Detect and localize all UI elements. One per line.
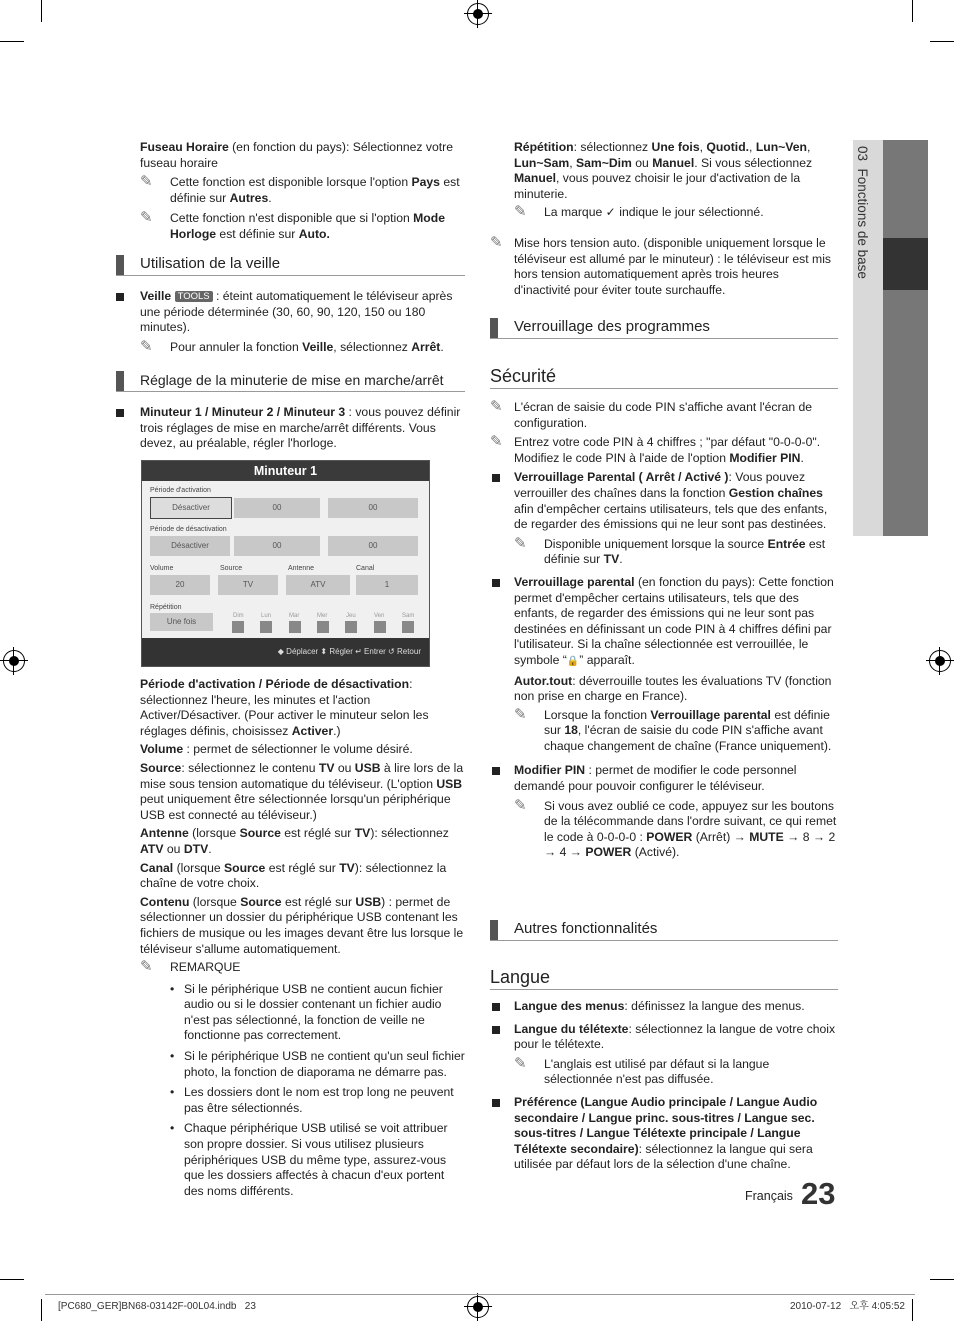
activation-hour-field[interactable]: 00 — [234, 498, 320, 518]
remark-item: • Chaque périphérique USB utilisé se voit attribuer son propre dossier. Si vous utilisez plusieurs périphériques USB du même type, assurez-vous que les dossiers affectés à chacun d'eux portent des noms différents. — [170, 1121, 448, 1198]
note: ✎ Entrez votre code PIN à 4 chiffres ; "par défaut "0-0-0-0". Modifiez le code PIN à l'aide de l'option Modifier PIN. — [490, 433, 821, 465]
note: ✎ REMARQUE — [140, 958, 241, 976]
registration-mark-icon — [467, 1296, 489, 1318]
activation-action-field[interactable]: Désactiver — [150, 497, 232, 519]
osd-title: Minuteur 1 — [142, 461, 429, 481]
deactivation-action-field[interactable]: Désactiver — [150, 536, 230, 556]
registration-mark-icon — [929, 650, 951, 672]
deactivation-minute-field[interactable]: 00 — [328, 536, 418, 556]
bullet-item: Verrouillage parental (en fonction du pays): Cette fonction permet d'empêcher certains utilisateurs, tels que des enfants, de regarder des émissions qui ne leur sont pas destinées en définissant un code PIN à 4 chiffres défini par l'utilisateur. Si la chaîne sélectionnée est verrouillée, le symbole “🔒” apparaît. — [490, 575, 837, 670]
langue-block — [490, 999, 837, 1173]
bullet-item: Préférence (Langue Audio principale / Langue Audio secondaire / Langue princ. sous-titres / Langue sec. sous-titres / Langue Télétexte principale / Langue Télétexte secondaire): sélectionnez la langue qui sera utilisée par défaut lors de la sélection d'une chaîne. — [490, 1095, 837, 1173]
registration-mark-icon — [467, 3, 489, 25]
timer-osd-screen: Minuteur 1 Période d'activation Désactiver 00 00 Période de désactivation Désactiver 00 00 Volume Source Antenne Canal 20 TV ATV 1 Répétition Une fois Dim Lun Mar Mer Jeu Ven Sam ◆ Déplacer ⬍ Régler ↵ Entrer ↺ Retour — [141, 460, 430, 667]
crop-mark — [912, 0, 913, 22]
deactivation-hour-field[interactable]: 00 — [234, 536, 320, 556]
securite-block: ✎ L'écran de saisie du code PIN s'affiche avant l'écran de configuration. ✎ Entrez votre code PIN à 4 chiffres ; "par défaut "0-0-0-0". Modifiez le code PIN à l'aide de l'option Modifier PIN. Verrouillage Parental ( Arrêt / Activé ): Vous pouvez verrouiller des chaînes dans la fonction Gestion chaînes afin d'empêcher certains utilisateurs, tels que des enfants, de regarder des émissions qui ne leur sont pas destinées. ✎ Disponible uniquement lorsque la source Entrée est définie sur TV. Verrouillage parental (en fonction du pays): Cette fonction permet d'empêcher certains utilisateurs, tels que des enfants, de regarder des émissions qui ne leur sont pas destinées en définissant un code PIN à 4 chiffres défini par l'utilisateur. Si la chaîne sélectionnée est verrouillée, le symbole “🔒” apparaît. Autor.tout: déverrouille toutes les évaluations TV (fonction non prise en charge en France). ✎ Lorsque la fonction Verrouillage parental est définie sur 18, l'écran de saisie du code PIN s'affiche avant chaque changement de chaîne (France uniquement). Modifier PIN : permet de modifier le code personnel demandé pour pouvoir configurer le téléviseur. ✎ Si vous avez oublié ce code, appuyez sur les boutons de la télécommande dans l'ordre suivant, ce qui remet le code à 0-0-0-0 : POWER (Arrêt) → MUTE → 8 → 2 → 4 → POWER (Activé). — [490, 398, 837, 860]
pencil-note-icon: ✎ — [490, 398, 503, 415]
repetition-block: Répétition: sélectionnez Une fois, Quotid., Lun~Ven, Lun~Sam, Sam~Dim ou Manuel. Si vous sélectionnez Manuel, vous pouvez choisir le jour d'activation de la minuterie. ✎ La marque ✓ indique le jour sélectionné. — [514, 140, 837, 221]
day-checkbox[interactable] — [402, 621, 414, 633]
footer-file: [PC680_GER]BN68-03142F-00L04.indb 23 — [58, 1301, 256, 1312]
timer-descriptions: Période d'activation / Période de désactivation: sélectionnez l'heure, les minutes et l'action Activer/Désactiver. (Pour activer le minuteur selon les réglages définis, choisissez Activer.) Volume : permet de sélectionner le volume désiré. Source: sélectionnez le contenu TV ou USB à lire lors de la mise sous tension automatique du téléviseur. (L'option USB peut uniquement être sélectionnée lorsqu'un périphérique USB est connecté au téléviseur.) Antenne (lorsque Source est réglé sur TV): sélectionnez ATV ou DTV. Canal (lorsque Source est réglé sur TV): sélectionnez la chaîne de votre choix. Contenu (lorsque Source est réglé sur USB) : permet de sélectionner un dossier du périphérique USB contenant les fichiers de musique ou les images devant être lus lorsque le téléviseur s'allume automatiquement. ✎ REMARQUE • Si le périphérique USB ne contient aucun fichier audio ou si le dossier contenant un fichier audio n'est pas sélectionné, la fonction de veille ne fonctionne pas correctement. • Si le périphérique USB ne contient qu'un seul fichier photo, la fonction de diaporama ne démarre pas. • Les dossiers dont le nom est trop long ne peuvent pas être sélectionnés. • Chaque périphérique USB utilisé se voit attribuer son propre dossier. Si vous utilisez plusieurs périphériques USB du même type, assurez-vous que les dossiers affectés à chacun d'eux portent des noms différents. — [140, 677, 465, 1198]
crop-mark — [41, 1299, 42, 1321]
crop-mark — [930, 1279, 954, 1280]
tools-button-icon: TOOLS — [175, 291, 213, 302]
pencil-note-icon: ✎ — [514, 796, 527, 814]
remark-item: • Si le périphérique USB ne contient qu'un seul fichier photo, la fonction de diaporama ne démarre pas. — [170, 1049, 465, 1079]
volume-field[interactable]: 20 — [150, 575, 210, 595]
section-title: Langue — [490, 967, 838, 990]
bullet-item: Verrouillage Parental ( Arrêt / Activé ): Vous pouvez verrouiller des chaînes dans la fonction Gestion chaînes afin d'empêcher certains utilisateurs, tels que des enfants, de regarder des émissions qui ne leur sont pas destinées. — [490, 470, 837, 532]
section-heading: Utilisation de la veille — [116, 253, 465, 276]
chapter-label: 03 Fonctions de base — [855, 146, 870, 279]
day-checkbox[interactable] — [232, 621, 244, 633]
left-column — [140, 140, 465, 243]
crop-mark — [930, 41, 954, 42]
veille-block — [114, 289, 465, 355]
pencil-note-icon: ✎ — [514, 1054, 527, 1072]
note: ✎ L'écran de saisie du code PIN s'affiche avant l'écran de configuration. — [490, 398, 813, 430]
footer-language: Français — [745, 1189, 793, 1203]
pencil-note-icon: ✎ — [140, 958, 153, 976]
remark-item: • Les dossiers dont le nom est trop long ne peuvent pas être sélectionnés. — [170, 1085, 454, 1115]
source-field[interactable]: TV — [218, 575, 278, 595]
crop-mark — [0, 1279, 24, 1280]
section-heading: Autres fonctionnalités — [490, 918, 838, 941]
repetition-field[interactable]: Une fois — [150, 613, 213, 631]
note: ✎ Lorsque la fonction Verrouillage parental est définie sur 18, l'écran de saisie du code PIN s'affiche avant chaque changement de chaîne (France uniquement). — [514, 705, 832, 753]
bullet-item: Veille TOOLS : éteint automatiquement le téléviseur après une période déterminée (30, 60, 90, 120, 150 ou 180 minutes). — [114, 289, 465, 336]
day-checkbox[interactable] — [345, 621, 357, 633]
note: ✎ Cette fonction est disponible lorsque l'option Pays est définie sur Autres. — [140, 173, 460, 205]
crop-mark — [41, 0, 42, 22]
activation-minute-field[interactable]: 00 — [328, 498, 418, 518]
page-number: 23 — [801, 1176, 836, 1211]
section-heading: Verrouillage des programmes — [490, 316, 838, 339]
note: ✎ La marque ✓ indique le jour sélectionné. — [514, 203, 764, 221]
checkmark-icon: ✓ — [605, 205, 616, 220]
note: ✎ Si vous avez oublié ce code, appuyez sur les boutons de la télécommande dans l'ordre suivant, ce qui remet le code à 0-0-0-0 : POWER (Arrêt) → MUTE → 8 → 2 → 4 → POWER (Activé). — [514, 796, 837, 860]
pencil-note-icon: ✎ — [140, 337, 153, 355]
registration-mark-icon — [3, 650, 25, 672]
crop-mark — [0, 41, 24, 42]
note: ✎ Cette fonction n'est disponible que si l'option Mode Horloge est définie sur Auto. — [140, 209, 445, 241]
note: ✎ Disponible uniquement lorsque la source Entrée est définie sur TV. — [514, 534, 826, 567]
day-checkbox[interactable] — [374, 621, 386, 633]
remark-item: • Si le périphérique USB ne contient aucun fichier audio ou si le dossier contenant un fichier audio n'est pas sélectionné, la fonction de veille ne fonctionne pas correctement. — [170, 981, 443, 1043]
note: ✎ L'anglais est utilisé par défaut si la langue sélectionnée n'est pas diffusée. — [514, 1054, 770, 1087]
auto-off-note: ✎ Mise hors tension auto. (disponible uniquement lorsque le téléviseur est allumé par le minuteur) : le téléviseur est mis hors tension automatiquement après trois heures d'inactivité pour éviter toute surchauffe. — [490, 234, 831, 297]
antenne-field[interactable]: ATV — [286, 575, 350, 595]
pencil-note-icon: ✎ — [490, 433, 503, 451]
footer-rule — [45, 1294, 915, 1295]
day-checkbox[interactable] — [317, 621, 329, 633]
pencil-note-icon: ✎ — [514, 705, 527, 723]
footer-date: 2010-07-12 오후 4:05:52 — [790, 1301, 905, 1312]
crop-mark — [912, 1299, 913, 1321]
bullet-item: Minuteur 1 / Minuteur 2 / Minuteur 3 : vous pouvez définir trois réglages de mise en marche/arrêt différents. Vous devez, au préalable, régler l'horloge. — [114, 405, 465, 452]
lock-icon: 🔒 — [566, 655, 580, 667]
minuteur-block — [114, 405, 465, 452]
day-checkbox[interactable] — [289, 621, 301, 633]
note: ✎ Pour annuler la fonction Veille, sélectionnez Arrêt. — [140, 337, 444, 355]
bullet-item: Langue des menus: définissez la langue des menus. — [490, 999, 837, 1015]
section-heading: Réglage de la minuterie de mise en marche/arrêt — [116, 369, 465, 392]
bullet-item: Modifier PIN : permet de modifier le code personnel demandé pour pouvoir configurer le téléviseur. — [490, 763, 837, 794]
section-title: Sécurité — [490, 366, 838, 389]
pencil-note-icon: ✎ — [140, 173, 153, 191]
pencil-note-icon: ✎ — [514, 534, 527, 552]
osd-navigation-hints: ◆ Déplacer ⬍ Régler ↵ Entrer ↺ Retour — [142, 638, 429, 666]
day-checkbox[interactable] — [260, 621, 272, 633]
canal-field[interactable]: 1 — [356, 575, 418, 595]
pencil-note-icon: ✎ — [514, 203, 527, 221]
bullet-item: Langue du télétexte: sélectionnez la langue de votre choix pour le télétexte. — [490, 1022, 837, 1053]
pencil-note-icon: ✎ — [140, 209, 153, 227]
pencil-note-icon: ✎ — [490, 234, 503, 251]
fuseau-paragraph: Fuseau Horaire (en fonction du pays): Sélectionnez votre fuseau horaire — [140, 140, 453, 170]
